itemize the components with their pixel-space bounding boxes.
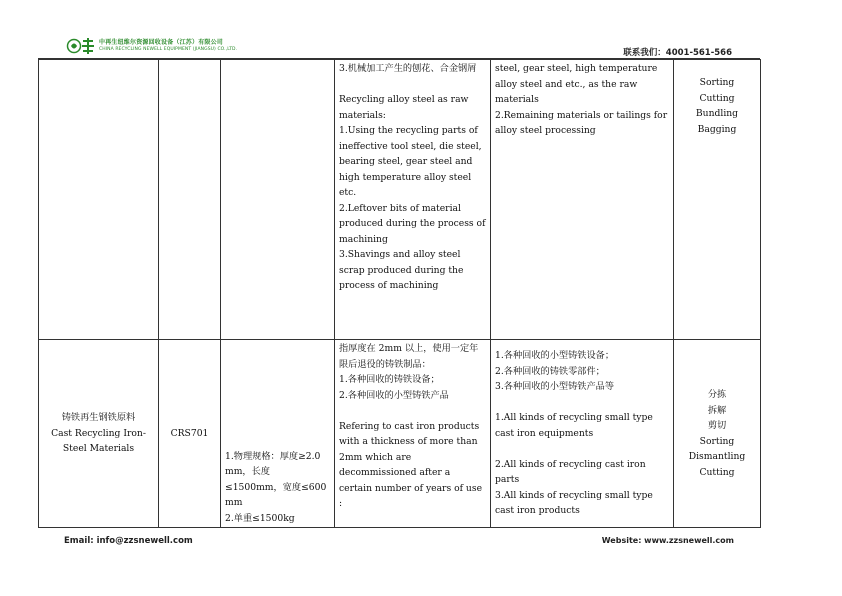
table-row — [39, 60, 761, 340]
logo-chinese-name: 中再生纽维尔资源回收设备（江苏）有限公司 — [99, 39, 224, 46]
footer-website: Website: www.zzsnewell.com — [601, 536, 734, 545]
material-spec-table — [38, 59, 761, 528]
process-cell: 分拣 拆解 剪切 Sorting Dismantling Cutting — [674, 340, 761, 528]
material-name-cell — [39, 60, 159, 340]
table-row — [39, 340, 761, 528]
logo-english-name: CHINA RECYCLING NEWELL EQUIPMENT (JIANGSU) CO.,LTD. — [99, 47, 238, 52]
company-logo — [66, 37, 237, 55]
description-cell: 指厚度在 2mm 以上，使用一定年限后退役的铸铁制品： 1.各种回收的铸铁设备； 2.各种回收的小型铸铁产品 Refering to cast iron products with a thickness of more than 2mm which are decommissioned after a certain number of years of use : — [335, 340, 491, 528]
material-code-cell — [159, 60, 221, 340]
contact-phone: 联系我们：4001-561-566 — [623, 48, 732, 58]
material-name-cell: 铸铁再生钢铁原料 Cast Recycling Iron-Steel Materials — [39, 340, 159, 528]
description-cell: 3.机械加工产生的刨花、合金钢屑 Recycling alloy steel as raw materials: 1.Using the recycling parts of ineffective tool steel, die steel, bearing steel, gear steel and high temperature alloy steel etc. 2.Leftover bits of material produced during the process of machining 3.Shavings and alloy steel scrap produced during the process of machining — [335, 60, 491, 340]
spec-cell: 1.物理规格：厚度≥2.0 mm，长度 ≤1500mm，宽度≤600 mm 2.单重≤1500kg — [221, 340, 335, 528]
source-cell: 1.各种回收的小型铸铁设备； 2.各种回收的铸铁零部件； 3.各种回收的小型铸铁产品等 1.All kinds of recycling small type cast iron equipments 2.All kinds of recycling cast iron parts 3.All kinds of recycling small type cast iron products — [491, 340, 674, 528]
footer-email: Email: info@zzsnewell.com — [64, 536, 193, 546]
process-cell: Sorting Cutting Bundling Bagging — [674, 60, 761, 340]
material-code-cell: CRS701 — [159, 340, 221, 528]
spec-cell — [221, 60, 335, 340]
logo-mark-icon — [66, 37, 96, 55]
source-cell: steel, gear steel, high temperature alloy steel and etc., as the raw materials 2.Remaining materials or tailings for alloy steel processing — [491, 60, 674, 340]
